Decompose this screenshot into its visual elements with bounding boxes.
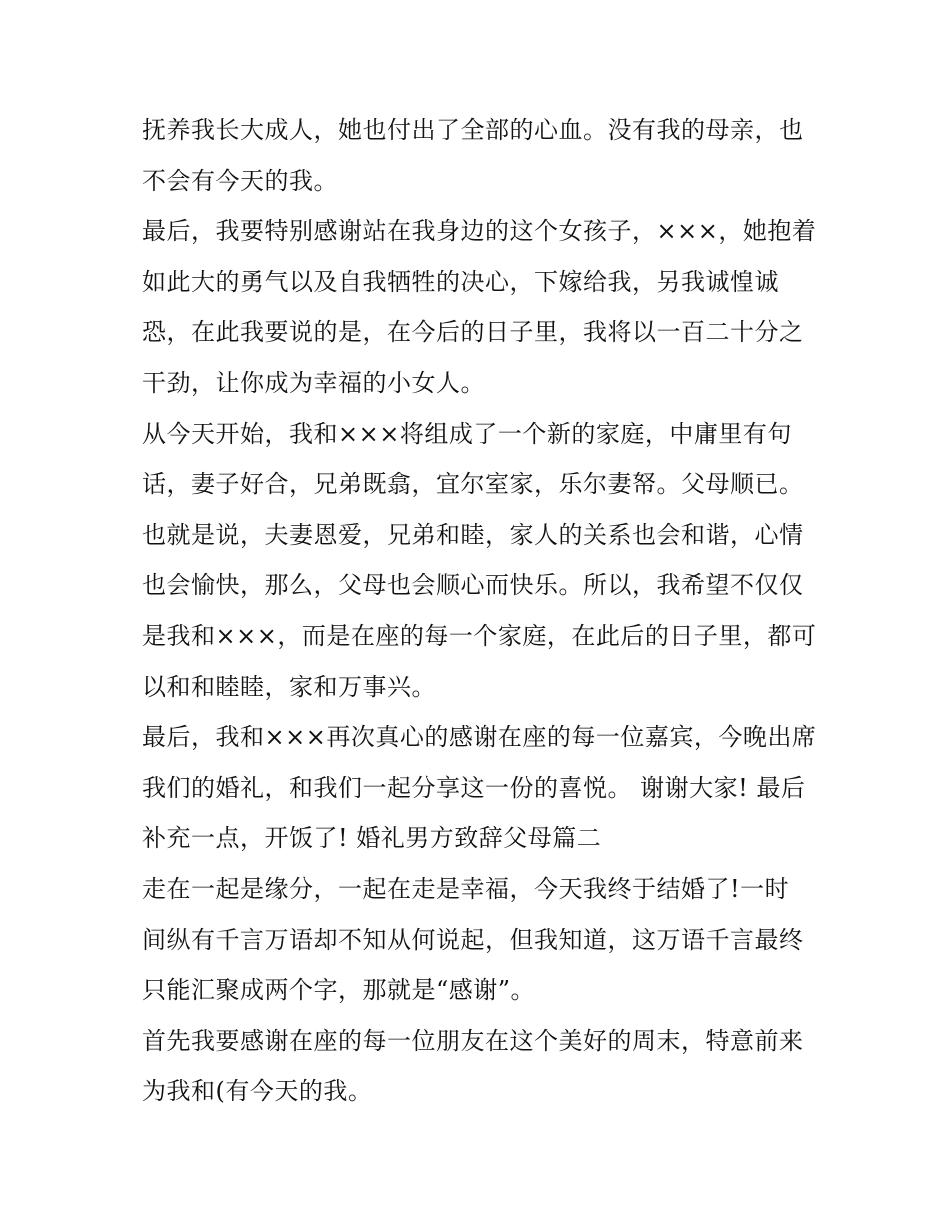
text-line-18: 只能汇聚成两个字，那就是“感谢”。 <box>142 976 536 1005</box>
text-line-15: 补充一点，开饭了! 婚礼男方致辞父母篇二 <box>142 824 602 853</box>
text-line-20: 为我和(有今天的我。 <box>142 1077 373 1106</box>
text-line-16: 走在一起是缘分，一起在走是幸福，今天我终于结婚了!一时 <box>142 874 790 903</box>
text-line-13: 最后，我和×××再次真心的感谢在座的每一位嘉宾，今晚出席 <box>142 723 817 752</box>
text-line-3: 最后，我要特别感谢站在我身边的这个女孩子，×××，她抱着 <box>142 217 817 246</box>
document-body <box>142 105 822 1117</box>
text-line-5: 恐，在此我要说的是，在今后的日子里，我将以一百二十分之 <box>142 318 804 347</box>
text-line-10: 也会愉快，那么，父母也会顺心而快乐。所以，我希望不仅仅 <box>142 571 804 600</box>
text-line-8: 话，妻子好合，兄弟既翕，宜尔室家，乐尔妻帑。父母顺已。 <box>142 470 804 499</box>
text-line-9: 也就是说，夫妻恩爱，兄弟和睦，家人的关系也会和谐，心情 <box>142 520 804 549</box>
text-line-14: 我们的婚礼，和我们一起分享这一份的喜悦。 谢谢大家! 最后 <box>142 773 806 802</box>
text-line-19: 首先我要感谢在座的每一位朋友在这个美好的周末，特意前来 <box>142 1026 804 1055</box>
text-line-7: 从今天开始，我和×××将组成了一个新的家庭，中庸里有句 <box>142 419 792 448</box>
text-line-6: 干劲，让你成为幸福的小女人。 <box>142 368 485 397</box>
text-line-2: 不会有今天的我。 <box>142 166 338 195</box>
text-line-11: 是我和×××，而是在座的每一个家庭，在此后的日子里，都可 <box>142 621 817 650</box>
text-line-4: 如此大的勇气以及自我牺牲的决心，下嫁给我，另我诚惶诚 <box>142 267 779 296</box>
text-line-17: 间纵有千言万语却不知从何说起，但我知道，这万语千言最终 <box>142 925 804 954</box>
text-line-1: 抚养我长大成人，她也付出了全部的心血。没有我的母亲，也 <box>142 116 804 144</box>
text-line-12: 以和和睦睦，家和万事兴。 <box>142 672 436 701</box>
